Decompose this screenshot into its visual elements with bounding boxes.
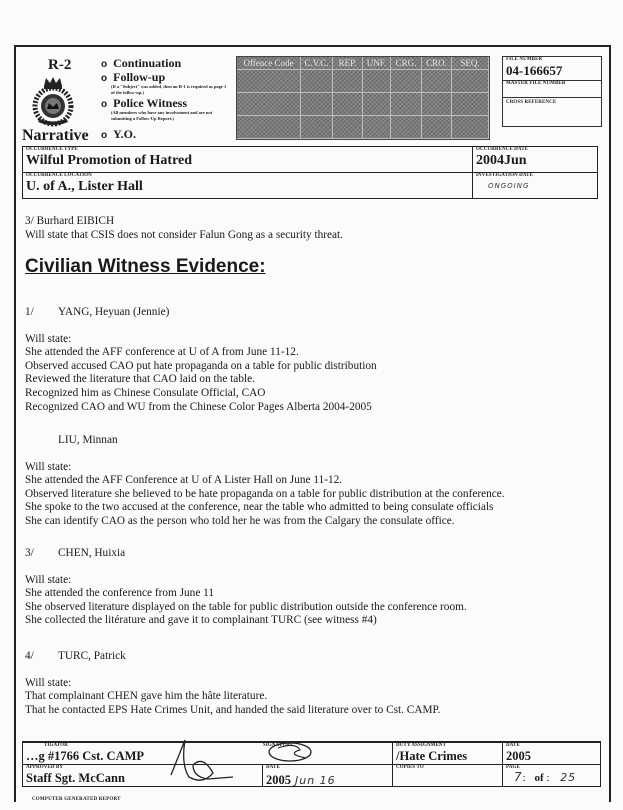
witness-4 bbox=[25, 650, 440, 717]
police-crest-icon bbox=[30, 76, 76, 128]
witness-3 bbox=[25, 547, 467, 628]
checkbox-icon: o bbox=[101, 99, 108, 110]
option-label: Follow-up bbox=[113, 70, 166, 84]
option-label: Police Witness bbox=[113, 96, 187, 110]
duty-assignment-label: DUTY ASSIGNMENT bbox=[396, 743, 447, 748]
checkbox-icon: o bbox=[101, 73, 108, 84]
witness-header bbox=[25, 434, 505, 448]
option-label: Y.O. bbox=[113, 127, 137, 141]
grid-cell bbox=[237, 93, 301, 116]
witness-name: YANG, Heyuan (Jennie) bbox=[58, 306, 170, 318]
investigator-label: TIGATOR bbox=[44, 743, 68, 748]
grid-cell bbox=[363, 93, 391, 116]
occurrence-table bbox=[22, 146, 598, 199]
grid-header: CRG. bbox=[391, 57, 422, 70]
investigation-date-label: INVESTIGATION DATE bbox=[476, 173, 534, 178]
witness-2 bbox=[25, 434, 505, 529]
prior-witness bbox=[25, 215, 343, 242]
grid-header: SEQ. bbox=[452, 57, 489, 70]
approved-date: 2005 bbox=[266, 773, 291, 787]
option-yo[interactable] bbox=[101, 127, 136, 142]
grid-cell bbox=[391, 116, 422, 139]
approved-date-label: DATE bbox=[266, 765, 280, 770]
cross-reference-label: CROSS REFERENCE bbox=[506, 100, 557, 105]
occurrence-type: Wilful Promotion of Hatred bbox=[26, 153, 193, 168]
witness-number: 1/ bbox=[25, 306, 34, 318]
prior-witness-header: 3/ Burhard EIBICH bbox=[25, 215, 115, 227]
statement-line: She observed literature displayed on the table for public distribution outside the conference room. bbox=[25, 600, 467, 613]
witness-name: TURC, Patrick bbox=[58, 650, 126, 662]
grid-cell bbox=[333, 70, 363, 93]
approver-signature-icon bbox=[163, 735, 243, 787]
report-date: 2005 bbox=[506, 749, 531, 763]
statement-line: She attended the AFF Conference at U of A Lister Hall on June 11-12. bbox=[25, 474, 343, 487]
option-follow-up[interactable] bbox=[101, 70, 165, 85]
police-witness-note: (All members who have any involvement and are not submitting a Follow-Up Report.) bbox=[111, 110, 213, 121]
follow-up-note: (If a "Subject" was added, then an R-1 is required as page 1 of the follow-up.) bbox=[111, 84, 227, 95]
grid-header: CRO. bbox=[422, 57, 452, 70]
grid-cell bbox=[452, 70, 489, 93]
witness-header bbox=[25, 547, 467, 561]
statement-line: Recognized him as Chinese Consulate Official, CAO bbox=[25, 386, 266, 399]
grid-cell bbox=[391, 93, 422, 116]
occurrence-location-label: OCCURRENCE LOCATION bbox=[26, 173, 92, 178]
grid-cell bbox=[422, 116, 452, 139]
statement-line: Reviewed the literature that CAO laid on the table. bbox=[25, 373, 255, 386]
checkbox-icon: o bbox=[101, 59, 108, 70]
file-number: 04-166657 bbox=[506, 63, 563, 78]
grid-header: C.V.C. bbox=[301, 57, 333, 70]
will-state-label: Will state: bbox=[25, 460, 72, 473]
grid-cell bbox=[422, 70, 452, 93]
page-of-label: of bbox=[534, 772, 544, 784]
occurrence-type-label: OCCURRENCE TYPE bbox=[26, 147, 78, 152]
witness-name: LIU, Minnan bbox=[58, 434, 118, 446]
master-file-label: MASTER FILE NUMBER bbox=[506, 81, 566, 86]
occurrence-location: U. of A., Lister Hall bbox=[26, 179, 143, 194]
grid-cell bbox=[237, 70, 301, 93]
witness-number: 3/ bbox=[25, 547, 34, 559]
witness-header bbox=[25, 306, 377, 320]
witness-number: 4/ bbox=[25, 650, 34, 662]
statement-line: That he contacted EPS Hate Crimes Unit, and handed the said literature over to Cst. CAMP. bbox=[25, 703, 441, 716]
occurrence-date: 2004Jun bbox=[476, 153, 527, 168]
computer-generated-label: COMPUTER GENERATED REPORT bbox=[32, 797, 121, 802]
file-number-label: FILE NUMBER bbox=[506, 57, 543, 62]
grid-cell bbox=[363, 116, 391, 139]
signature-label: SIGNATURE bbox=[263, 743, 294, 748]
grid-cell bbox=[452, 93, 489, 116]
grid-cell bbox=[422, 93, 452, 116]
occurrence-date-label: OCCURRENCE DATE bbox=[476, 147, 529, 152]
checkbox-icon: o bbox=[101, 130, 108, 141]
will-state-label: Will state: bbox=[25, 332, 72, 345]
grid-header: REP. bbox=[333, 57, 363, 70]
option-label: Continuation bbox=[113, 56, 182, 70]
offence-code-grid bbox=[236, 56, 490, 140]
statement-line: Observed accused CAO put hate propaganda on a table for public distribution bbox=[25, 359, 377, 372]
option-continuation[interactable] bbox=[101, 56, 181, 71]
form-title: Narrative bbox=[22, 127, 89, 144]
statement-line: Observed literature she believed to be hate propaganda on a table for public distribution at the conference. bbox=[25, 487, 505, 500]
investigator-signature-icon bbox=[266, 740, 321, 764]
grid-cell bbox=[333, 93, 363, 116]
grid-cell bbox=[363, 70, 391, 93]
signature-table: TIGATOR …g #1766 Cst. CAMP SIGNATURE APPROVED BY Staff Sgt. McCann DATE 2005 Jun 16 DUTY ASSIGNMENT /Hate Crimes COPIES TO DATE 2005 PAGE 7: of : 25 bbox=[22, 741, 601, 787]
page-number: 7 bbox=[514, 770, 523, 784]
prior-witness-statement: Will state that CSIS does not consider Falun Gong as a security threat. bbox=[25, 228, 343, 241]
date-label: DATE bbox=[506, 743, 520, 748]
investigation-date: ONGOING bbox=[488, 182, 530, 190]
grid-cell bbox=[301, 116, 333, 139]
will-state-label: Will state: bbox=[25, 676, 72, 689]
witness-header bbox=[25, 650, 440, 664]
statement-line: Recognized CAO and WU from the Chinese Color Pages Alberta 2004-2005 bbox=[25, 400, 372, 413]
grid-header: Offence Code bbox=[237, 57, 301, 70]
approved-by: Staff Sgt. McCann bbox=[26, 771, 125, 785]
grid-cell bbox=[333, 116, 363, 139]
option-police-witness[interactable] bbox=[101, 96, 187, 111]
grid-cell bbox=[301, 93, 333, 116]
statement-line: She collected the litérature and gave it to complainant TURC (see witness #4) bbox=[25, 614, 377, 627]
grid-cell bbox=[301, 70, 333, 93]
copies-to-label: COPIES TO bbox=[396, 765, 424, 770]
approved-by-label: APPROVED BY bbox=[26, 765, 64, 770]
grid-header: UNF. bbox=[363, 57, 391, 70]
page-total: 25 bbox=[560, 771, 577, 784]
investigator: …g #1766 Cst. CAMP bbox=[26, 749, 145, 763]
form-code: R-2 bbox=[48, 57, 72, 73]
statement-line: She can identify CAO as the person who told her he was from the Calgary the consulate office. bbox=[25, 514, 455, 527]
statement-line: She spoke to the two accused at the conference, near the table who admitted to being consulate officials bbox=[25, 501, 494, 514]
statement-line: She attended the AFF conference at U of A from June 11-12. bbox=[25, 346, 299, 359]
statement-line: She attended the conference from June 11 bbox=[25, 587, 215, 600]
grid-cell bbox=[452, 116, 489, 139]
duty-assignment: /Hate Crimes bbox=[396, 749, 468, 763]
grid-cell bbox=[391, 70, 422, 93]
file-number-box bbox=[502, 56, 602, 127]
statement-line: That complainant CHEN gave him the hâte literature. bbox=[25, 690, 268, 703]
witness-1 bbox=[25, 306, 377, 414]
page-label: PAGE bbox=[506, 765, 520, 770]
grid-cell bbox=[237, 116, 301, 139]
witness-name: CHEN, Huixia bbox=[58, 547, 126, 559]
section-title: Civilian Witness Evidence: bbox=[25, 256, 266, 277]
will-state-label: Will state: bbox=[25, 573, 72, 586]
approved-date-handwritten: Jun 16 bbox=[295, 774, 336, 787]
